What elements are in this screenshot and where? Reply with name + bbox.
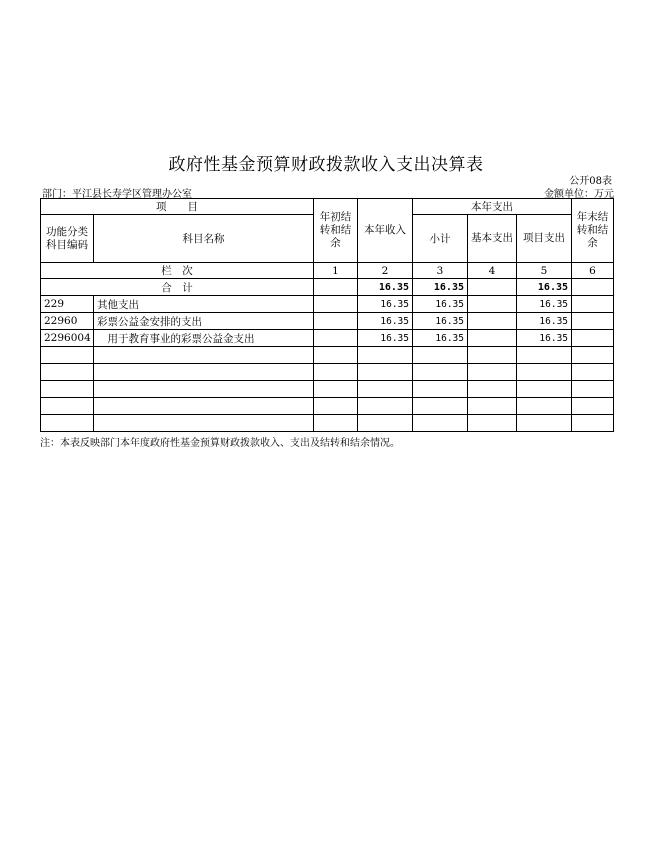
row-project: 16.35 — [517, 313, 572, 330]
row-name: 彩票公益金安排的支出 — [94, 313, 314, 330]
index-cell: 1 — [314, 263, 358, 279]
total-income: 16.35 — [358, 279, 413, 296]
index-cell: 2 — [358, 263, 413, 279]
empty-row — [41, 398, 614, 415]
row-code: 22960 — [41, 313, 94, 330]
department-label: 部门：平江县长寿学区管理办公室 — [42, 189, 192, 200]
page-title: 政府性基金预算财政拨款收入支出决算表 — [168, 155, 484, 175]
total-subtotal: 16.35 — [413, 279, 468, 296]
row-subtotal: 16.35 — [413, 313, 468, 330]
empty-row — [41, 364, 614, 381]
row-basic — [468, 296, 517, 313]
row-code: 229 — [41, 296, 94, 313]
header-project: 项目支出 — [517, 215, 572, 263]
index-label: 栏 次 — [41, 263, 314, 279]
header-item: 项 目 — [41, 199, 314, 215]
budget-table — [40, 198, 614, 432]
index-row — [41, 263, 614, 279]
row-begin-balance — [314, 296, 358, 313]
form-number: 公开08表 — [569, 176, 612, 187]
row-income: 16.35 — [358, 330, 413, 347]
header-begin-balance: 年初结转和结余 — [314, 199, 358, 263]
row-subtotal: 16.35 — [413, 296, 468, 313]
row-income: 16.35 — [358, 296, 413, 313]
header-basic: 基本支出 — [468, 215, 517, 263]
row-code: 2296004 — [41, 330, 94, 347]
header-subtotal: 小计 — [413, 215, 468, 263]
index-cell: 3 — [413, 263, 468, 279]
row-basic — [468, 330, 517, 347]
header-income: 本年收入 — [358, 199, 413, 263]
row-end-balance — [572, 330, 614, 347]
table-row — [41, 330, 614, 347]
header-expense-group: 本年支出 — [413, 199, 572, 215]
index-cell: 5 — [517, 263, 572, 279]
header-name: 科目名称 — [94, 215, 314, 263]
table-row — [41, 313, 614, 330]
row-name: 用于教育事业的彩票公益金支出 — [94, 330, 314, 347]
total-begin-balance — [314, 279, 358, 296]
row-begin-balance — [314, 313, 358, 330]
row-end-balance — [572, 313, 614, 330]
row-subtotal: 16.35 — [413, 330, 468, 347]
index-cell: 6 — [572, 263, 614, 279]
total-project: 16.35 — [517, 279, 572, 296]
footnote: 注：本表反映部门本年度政府性基金预算财政拨款收入、支出及结转和结余情况。 — [40, 438, 400, 449]
header-code: 功能分类科目编码 — [41, 215, 94, 263]
total-end-balance — [572, 279, 614, 296]
row-income: 16.35 — [358, 313, 413, 330]
empty-row — [41, 415, 614, 432]
row-begin-balance — [314, 330, 358, 347]
row-project: 16.35 — [517, 330, 572, 347]
amount-unit-label: 金额单位：万元 — [544, 189, 614, 200]
table-row — [41, 296, 614, 313]
row-basic — [468, 313, 517, 330]
row-name: 其他支出 — [94, 296, 314, 313]
header-end-balance: 年末结转和结余 — [572, 199, 614, 263]
index-cell: 4 — [468, 263, 517, 279]
total-label: 合 计 — [41, 279, 314, 296]
empty-row — [41, 347, 614, 364]
total-row — [41, 279, 614, 296]
row-end-balance — [572, 296, 614, 313]
total-basic — [468, 279, 517, 296]
empty-row — [41, 381, 614, 398]
row-project: 16.35 — [517, 296, 572, 313]
